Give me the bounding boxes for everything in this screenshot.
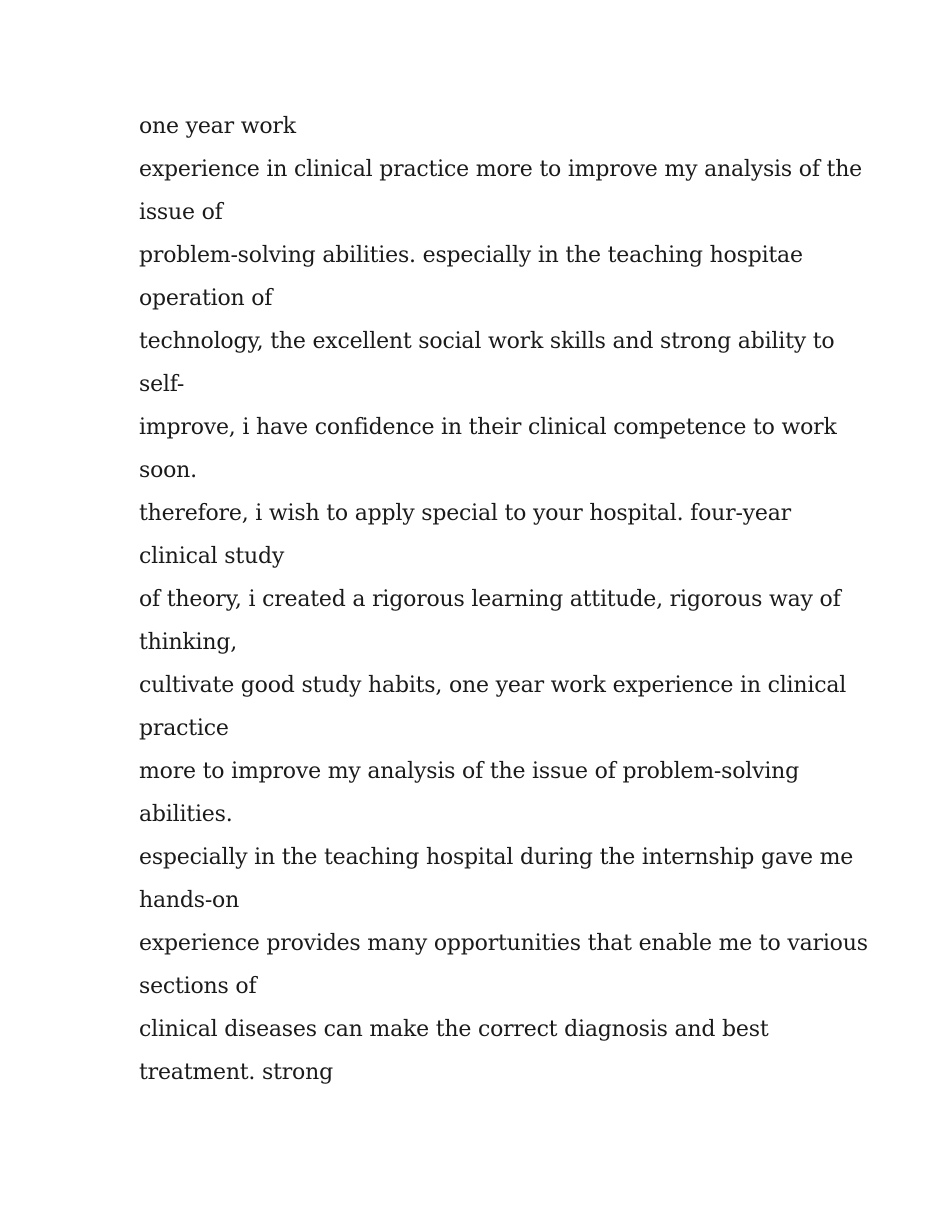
text-line: hands-on	[139, 888, 240, 913]
text-line: improve, i have confidence in their clinical competence to work	[139, 415, 837, 440]
text-line: more to improve my analysis of the issue of problem-solving	[139, 759, 800, 784]
text-line: clinical study	[139, 544, 285, 569]
text-line: sections of	[139, 974, 257, 999]
text-line: problem-solving abilities. especially in the teaching hospitae	[139, 243, 803, 268]
text-line: soon.	[139, 458, 197, 483]
text-line: clinical diseases can make the correct diagnosis and best	[139, 1017, 769, 1042]
text-line: one year work	[139, 114, 296, 139]
text-line: cultivate good study habits, one year work experience in clinical	[139, 673, 847, 698]
text-line: therefore, i wish to apply special to your hospital. four-year	[139, 501, 791, 526]
text-line: self-	[139, 372, 185, 397]
text-line: abilities.	[139, 802, 233, 827]
text-line: issue of	[139, 200, 223, 225]
text-line: experience provides many opportunities that enable me to various	[139, 931, 868, 956]
text-line: especially in the teaching hospital during the internship gave me	[139, 845, 854, 870]
text-line: technology, the excellent social work skills and strong ability to	[139, 329, 835, 354]
text-line: operation of	[139, 286, 273, 311]
body-text	[139, 105, 868, 1094]
text-line: treatment. strong	[139, 1060, 333, 1085]
text-line: of theory, i created a rigorous learning attitude, rigorous way of	[139, 587, 841, 612]
text-line: practice	[139, 716, 229, 741]
text-line: experience in clinical practice more to improve my analysis of the	[139, 157, 862, 182]
text-line: thinking,	[139, 630, 238, 655]
